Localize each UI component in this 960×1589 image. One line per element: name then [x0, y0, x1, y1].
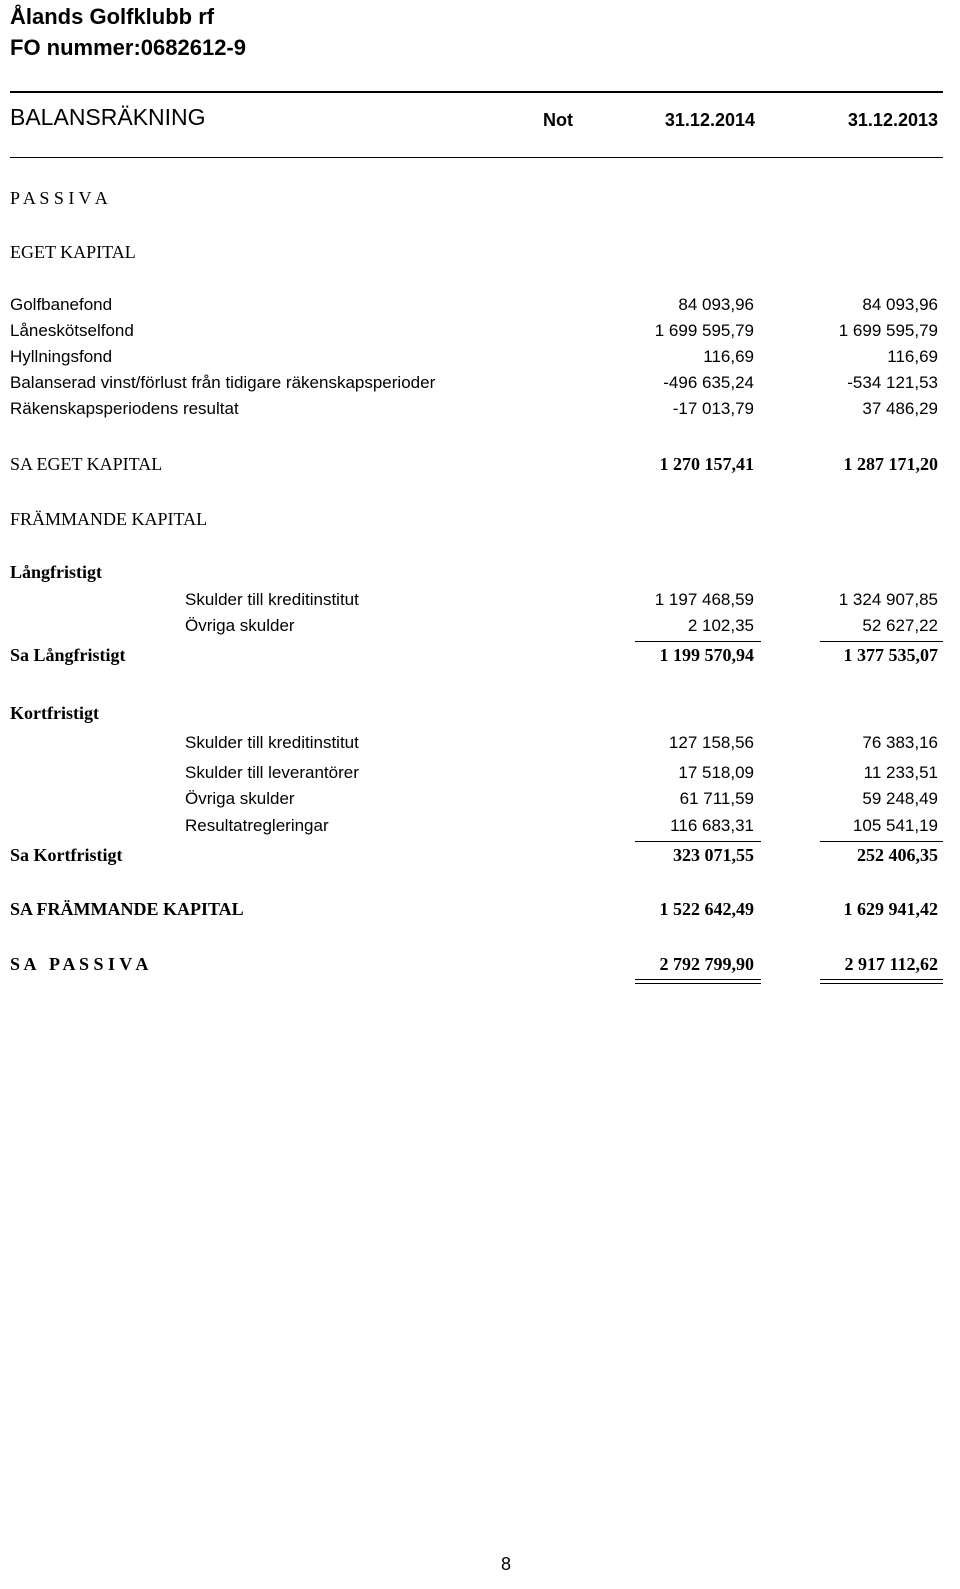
- long-term-row-label: Övriga skulder: [185, 616, 295, 635]
- page-number: 8: [501, 1554, 512, 1574]
- long-term-row-2013: 1 324 907,85: [838, 590, 938, 609]
- short-term-row-label: Skulder till leverantörer: [185, 763, 359, 782]
- equity-row-2014: -496 635,24: [663, 373, 754, 392]
- short-term-row-label: Resultatregleringar: [185, 816, 329, 835]
- equity-row-2014: -17 013,79: [672, 399, 754, 418]
- grand-total-double-rule-2014-top: [635, 979, 761, 980]
- header-bottom-rule: [10, 157, 943, 158]
- equity-row-2014: 1 699 595,79: [654, 321, 754, 340]
- liabilities-total-label: SA FRÄMMANDE KAPITAL: [10, 899, 244, 919]
- equity-total-2014: 1 270 157,41: [659, 454, 754, 474]
- equity-total-label: SA EGET KAPITAL: [10, 454, 163, 474]
- long-term-total-2013: 1 377 535,07: [843, 645, 938, 665]
- short-term-row-2013: 105 541,19: [852, 816, 938, 835]
- long-term-sum-rule-2014: [635, 641, 761, 642]
- equity-row-2013: 116,69: [887, 347, 938, 366]
- grand-total-double-rule-2014-bottom: [635, 983, 761, 984]
- equity-row-label: Räkenskapsperiodens resultat: [10, 399, 239, 418]
- long-term-row-2013: 52 627,22: [862, 616, 938, 635]
- short-term-row-2013: 11 233,51: [863, 763, 938, 782]
- long-term-row-2014: 2 102,35: [687, 616, 754, 635]
- grand-total-double-rule-2013-bottom: [820, 983, 943, 984]
- equity-row-label: Låneskötselfond: [10, 321, 134, 340]
- grand-total-2013: 2 917 112,62: [844, 954, 938, 974]
- equity-row-2014: 84 093,96: [678, 295, 754, 314]
- organization-number: FO nummer:0682612-9: [10, 35, 246, 60]
- short-term-total-2013: 252 406,35: [857, 845, 938, 865]
- column-header-2013: 31.12.2013: [847, 110, 938, 130]
- equity-row-2013: 1 699 595,79: [838, 321, 938, 340]
- long-term-heading: Långfristigt: [10, 562, 102, 582]
- organization-name: Ålands Golfklubb rf: [10, 4, 215, 29]
- grand-total-2014: 2 792 799,90: [659, 954, 754, 974]
- grand-total-double-rule-2013-top: [820, 979, 943, 980]
- short-term-total-label: Sa Kortfristigt: [10, 845, 123, 865]
- short-term-sum-rule-2013: [820, 841, 943, 842]
- long-term-sum-rule-2013: [820, 641, 943, 642]
- column-header-note: Not: [543, 110, 573, 130]
- long-term-row-label: Skulder till kreditinstitut: [185, 590, 359, 609]
- liabilities-total-2013: 1 629 941,42: [843, 899, 938, 919]
- equity-row-2013: -534 121,53: [847, 373, 938, 392]
- equity-row-2013: 84 093,96: [862, 295, 938, 314]
- long-term-total-label: Sa Långfristigt: [10, 645, 126, 665]
- equity-row-label: Balanserad vinst/förlust från tidigare räkenskapsperioder: [10, 373, 436, 392]
- long-term-total-2014: 1 199 570,94: [659, 645, 754, 665]
- long-term-row-2014: 1 197 468,59: [654, 590, 754, 609]
- liabilities-heading: FRÄMMANDE KAPITAL: [10, 509, 208, 529]
- equity-row-2014: 116,69: [703, 347, 754, 366]
- equity-row-2013: 37 486,29: [862, 399, 938, 418]
- equity-total-2013: 1 287 171,20: [843, 454, 938, 474]
- short-term-row-2014: 116 683,31: [670, 816, 754, 835]
- equity-row-label: Golfbanefond: [10, 295, 113, 314]
- short-term-heading: Kortfristigt: [10, 703, 99, 723]
- column-header-2014: 31.12.2014: [664, 110, 755, 130]
- report-title: BALANSRÄKNING: [10, 104, 206, 130]
- header-top-rule: [10, 91, 943, 93]
- short-term-row-2013: 76 383,16: [862, 733, 938, 752]
- short-term-row-label: Skulder till kreditinstitut: [185, 733, 359, 752]
- liabilities-total-2014: 1 522 642,49: [659, 899, 754, 919]
- short-term-row-2014: 127 158,56: [668, 733, 754, 752]
- equity-heading: EGET KAPITAL: [10, 242, 136, 262]
- short-term-row-label: Övriga skulder: [185, 789, 295, 808]
- passiva-heading: P A S S I V A: [10, 188, 108, 208]
- short-term-row-2014: 17 518,09: [678, 763, 754, 782]
- short-term-total-2014: 323 071,55: [673, 845, 754, 865]
- grand-total-label: S A P A S S I V A: [10, 954, 149, 974]
- short-term-sum-rule-2014: [635, 841, 761, 842]
- short-term-row-2013: 59 248,49: [862, 789, 938, 808]
- equity-row-label: Hyllningsfond: [10, 347, 113, 366]
- short-term-row-2014: 61 711,59: [679, 789, 754, 808]
